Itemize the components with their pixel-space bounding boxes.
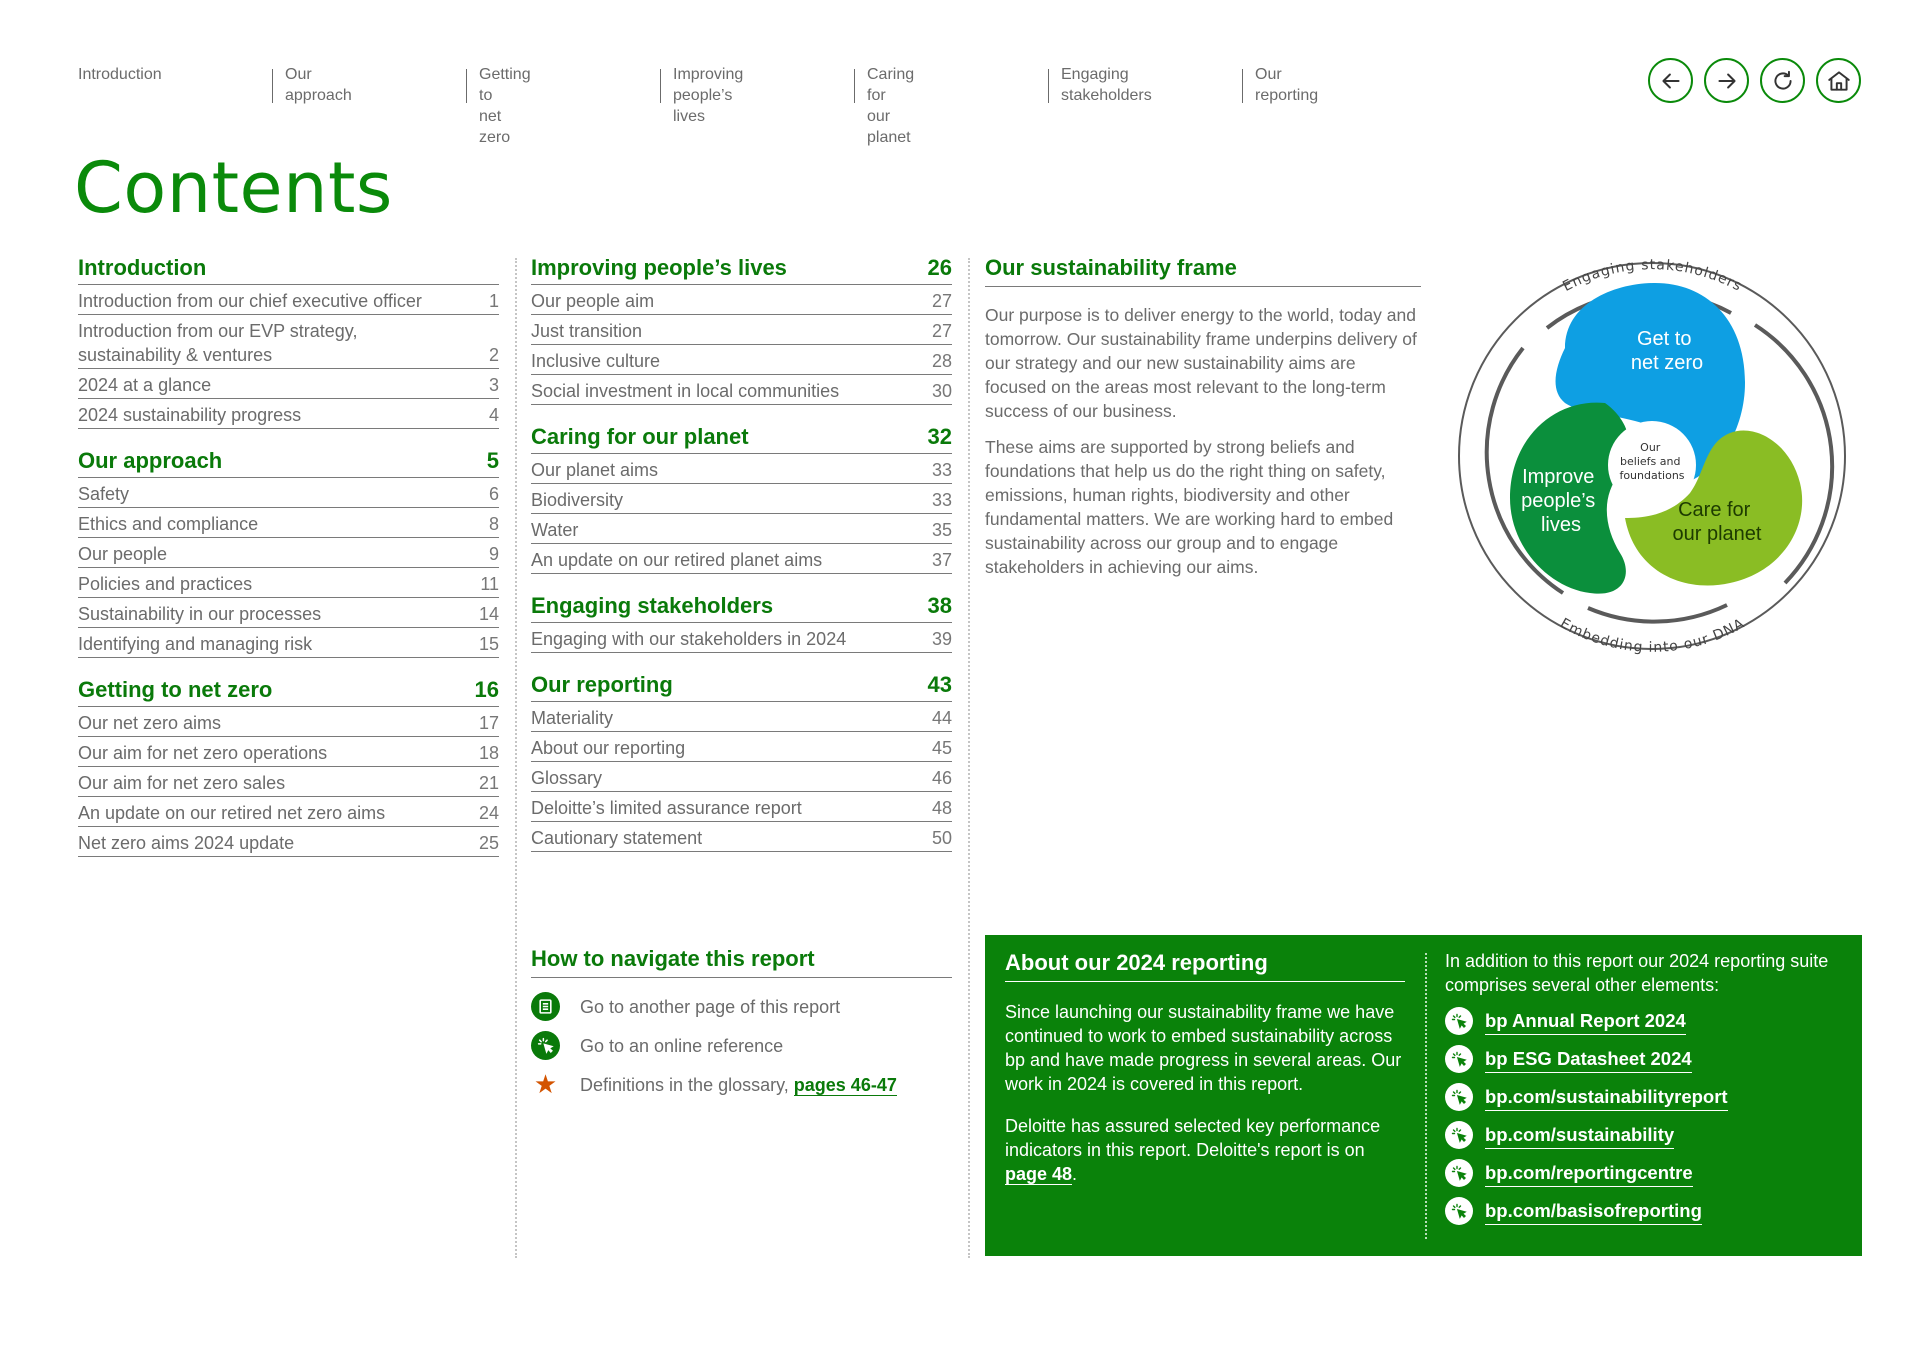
esg-datasheet-link[interactable]: bp ESG Datasheet 2024 [1485, 1046, 1692, 1073]
toc-row-label: Our planet aims [531, 460, 659, 480]
toc-row[interactable] [78, 827, 499, 857]
toc-row-label: An update on our retired net zero aims [78, 803, 386, 823]
toc-section-heading[interactable] [531, 254, 952, 285]
toc-section-engaging-stakeholders [531, 592, 952, 653]
nav-label: Getting to net zero [479, 66, 531, 146]
toc-column-1 [78, 254, 499, 875]
reporting-box-left [1005, 949, 1405, 1186]
toc-heading-label: Our approach [78, 448, 223, 473]
refresh-icon [1770, 68, 1796, 94]
nav-label: Engaging stakeholders [1061, 66, 1152, 104]
section-heading: About our 2024 reporting [1005, 949, 1405, 982]
toc-row-page: 15 [478, 634, 499, 654]
frame-paragraph-2: These aims are supported by strong beliefs and foundations that help us do the right thing on safety, emissions, human rights, biodiversity and other fundamental matters. We are working hard to embed sustainability across our group and to engage stakeholders in achieving our aims. [985, 437, 1394, 577]
outer-label-top-path: Engaging stakeholders [1560, 257, 1745, 295]
nav-our-approach[interactable] [272, 66, 352, 104]
toc-row-label: Inclusive culture [531, 351, 661, 371]
toc-heading-page: 26 [927, 255, 952, 280]
toc-row-label: Social investment in local communities [531, 381, 840, 401]
toc-section-our-approach [78, 447, 499, 658]
toc-row-label: 2024 at a glance [78, 375, 212, 395]
toc-row-page: 50 [931, 828, 952, 848]
cursor-click-icon [531, 1031, 560, 1060]
toc-row[interactable] [78, 508, 499, 538]
nav-getting-to-net-zero[interactable] [466, 66, 531, 146]
refresh-button[interactable] [1760, 58, 1805, 103]
nav-introduction[interactable]: Introduction [78, 66, 162, 83]
toc-row-label: Deloitte’s limited assurance report [531, 798, 802, 818]
toc-row-label: Water [531, 520, 579, 540]
petal-label-line: Improve [1522, 466, 1595, 488]
toc-row-page: 21 [478, 773, 499, 793]
center-label-line: Our [1640, 441, 1661, 454]
toc-column-2 [531, 254, 952, 870]
cursor-click-icon [1445, 1083, 1473, 1111]
toc-row-label: Net zero aims 2024 update [78, 833, 295, 853]
toc-section-caring-for-our-planet [531, 423, 952, 574]
toc-row[interactable] [531, 514, 952, 544]
back-button[interactable] [1648, 58, 1693, 103]
toc-row-label: Our aim for net zero operations [78, 743, 328, 763]
toc-row-label: Sustainability in our processes [78, 604, 322, 624]
toc-row[interactable] [531, 375, 952, 405]
toc-row-label: Policies and practices [78, 574, 253, 594]
reporting-box-right [1445, 949, 1845, 1225]
reporting-paragraph-end: . [1072, 1164, 1078, 1184]
toc-row-page: 46 [931, 768, 952, 788]
reporting-paragraph-text: Deloitte has assured selected key performance indicators in this report. Deloitte's report is on [1005, 1116, 1381, 1160]
toc-section-heading[interactable] [531, 671, 952, 702]
toc-row-label: Cautionary statement [531, 828, 703, 848]
box-divider [1425, 953, 1427, 1239]
toc-row-page: 33 [931, 490, 952, 510]
petal-label-line: our planet [1672, 523, 1762, 545]
toc-heading-label: Our reporting [531, 672, 673, 697]
toc-row-label: Just transition [531, 321, 643, 341]
nav-label: Our approach [285, 66, 352, 104]
reporting-link-item [1445, 1159, 1845, 1187]
toc-row-label: Biodiversity [531, 490, 624, 510]
sustainability-link[interactable]: bp.com/sustainability [1485, 1122, 1674, 1149]
nav-label: Improving people’s lives [673, 66, 744, 125]
toc-heading-label: Improving people’s lives [531, 255, 787, 280]
toc-row[interactable] [531, 792, 952, 822]
toc-section-improving-peoples-lives [531, 254, 952, 405]
toc-row-label: Materiality [531, 708, 614, 728]
toc-row-label: About our reporting [531, 738, 686, 758]
page-48-link[interactable]: page 48 [1005, 1164, 1073, 1184]
reporting-link-item [1445, 1083, 1845, 1111]
legend-glossary-text: Definitions in the glossary, [580, 1074, 794, 1095]
reporting-link-item [1445, 1197, 1845, 1225]
nav-label: Our reporting [1255, 66, 1319, 104]
toc-row-label: Our aim for net zero sales [78, 773, 286, 793]
inner-ring-arc-bottom [1588, 605, 1727, 622]
toc-row[interactable] [78, 737, 499, 767]
document-icon [531, 992, 560, 1021]
reporting-link-item [1445, 1121, 1845, 1149]
back-arrow-icon [1658, 68, 1684, 94]
toc-section-our-reporting [531, 671, 952, 852]
toc-section-heading[interactable] [531, 592, 952, 623]
toc-row-page: 14 [478, 604, 499, 624]
toc-row-label: Identifying and managing risk [78, 634, 313, 654]
reporting-link-item [1445, 1045, 1845, 1073]
toc-section-introduction [78, 254, 499, 429]
toc-row-page: 35 [931, 520, 952, 540]
toc-row-label: 2024 sustainability progress [78, 405, 302, 425]
toc-row-label: Our net zero aims [78, 713, 222, 733]
column-divider [968, 258, 970, 1258]
petal-label-line: net zero [1630, 352, 1704, 374]
toc-row-page: 48 [931, 798, 952, 818]
reporting-link-item [1445, 1007, 1845, 1035]
toc-heading-label: Introduction [78, 255, 207, 280]
toc-heading-label: Engaging stakeholders [531, 593, 774, 618]
legend-online-link [531, 1031, 952, 1060]
nav-caring-for-our-planet[interactable] [854, 66, 915, 146]
reporting-centre-link[interactable]: bp.com/reportingcentre [1485, 1160, 1693, 1187]
toc-row[interactable] [78, 598, 499, 628]
toc-row[interactable] [531, 762, 952, 792]
toc-row-page: 28 [931, 351, 952, 371]
toc-section-heading[interactable] [78, 254, 499, 285]
toc-row-label: Engaging with our stakeholders in 2024 [531, 629, 847, 649]
toc-row[interactable] [78, 568, 499, 598]
toc-section-getting-to-net-zero [78, 676, 499, 857]
sustainability-frame-diagram [1455, 253, 1850, 657]
toc-row-label: Our people aim [531, 291, 655, 311]
reporting-paragraph-2 [1005, 1114, 1405, 1186]
forward-button[interactable] [1704, 58, 1749, 103]
reporting-suite-intro: In addition to this report our 2024 reporting suite comprises several other elements: [1445, 951, 1829, 995]
toc-row-label: Introduction from our EVP strategy, sustainability & ventures [78, 321, 358, 365]
toc-row[interactable] [78, 628, 499, 658]
outer-label-bottom-path: Embedding into our DNA [1557, 615, 1748, 656]
toc-heading-page: 16 [474, 677, 499, 702]
toc-heading-page: 32 [927, 424, 952, 449]
toc-row[interactable] [78, 767, 499, 797]
toc-row-label: Our people [78, 544, 168, 564]
page-nav-buttons [1648, 58, 1861, 103]
toc-section-heading[interactable] [531, 423, 952, 454]
toc-row-page: 27 [931, 321, 952, 341]
toc-row-page: 4 [488, 405, 499, 425]
center-label-line: foundations [1619, 469, 1685, 482]
toc-row-page: 1 [488, 291, 499, 311]
nav-engaging-stakeholders[interactable] [1048, 66, 1152, 104]
toc-row-page: 9 [488, 544, 499, 564]
about-2024-reporting-box [985, 935, 1862, 1256]
toc-row[interactable] [531, 285, 952, 315]
nav-improving-peoples-lives[interactable] [660, 66, 744, 125]
legend-glossary [531, 1070, 952, 1099]
toc-row-page: 6 [488, 484, 499, 504]
home-icon [1826, 68, 1852, 94]
toc-row[interactable] [531, 544, 952, 574]
nav-label: Caring for our planet [867, 66, 915, 146]
toc-row[interactable] [78, 538, 499, 568]
toc-row-page: 8 [488, 514, 499, 534]
toc-heading-page: 38 [927, 593, 952, 618]
toc-row-page: 11 [480, 574, 499, 594]
toc-heading-label: Caring for our planet [531, 424, 749, 449]
toc-section-heading[interactable] [78, 447, 499, 478]
toc-row-page: 44 [931, 708, 952, 728]
how-to-navigate-section [531, 945, 952, 1099]
toc-row-page: 30 [931, 381, 952, 401]
toc-row[interactable] [531, 623, 952, 653]
toc-heading-page: 5 [486, 448, 499, 473]
section-heading: How to navigate this report [531, 945, 952, 978]
toc-row-page: 45 [931, 738, 952, 758]
glossary-pages-link[interactable]: pages 46-47 [793, 1074, 897, 1095]
nav-our-reporting[interactable] [1242, 66, 1319, 104]
toc-section-heading[interactable] [78, 676, 499, 707]
toc-row-label: An update on our retired planet aims [531, 550, 823, 570]
toc-heading-label: Getting to net zero [78, 677, 273, 702]
toc-row[interactable] [78, 797, 499, 827]
cursor-click-icon [1445, 1045, 1473, 1073]
toc-row[interactable] [531, 345, 952, 375]
petal-label-line: people’s [1521, 490, 1596, 512]
toc-row[interactable] [78, 285, 499, 315]
column-divider [515, 258, 517, 1258]
toc-row[interactable] [78, 478, 499, 508]
cursor-click-icon [1445, 1121, 1473, 1149]
toc-row[interactable] [78, 399, 499, 429]
toc-row[interactable] [78, 315, 499, 369]
star-icon: ★ [533, 1069, 558, 1099]
legend-text: Go to an online reference [580, 1035, 784, 1056]
legend-text [580, 1072, 897, 1098]
annual-report-link[interactable]: bp Annual Report 2024 [1485, 1008, 1686, 1035]
toc-row-page: 25 [478, 833, 499, 853]
toc-row[interactable] [531, 702, 952, 732]
toc-row-page: 2 [488, 345, 499, 365]
frame-paragraph-1: Our purpose is to deliver energy to the world, today and tomorrow. Our sustainability frame underpins delivery of our strategy and our new sustainability aims are focused on the areas most relevant to the long-term success of our business. [985, 305, 1417, 421]
toc-row[interactable] [78, 707, 499, 737]
toc-row-page: 27 [931, 291, 952, 311]
toc-row-page: 3 [488, 375, 499, 395]
toc-row[interactable] [531, 454, 952, 484]
petal-label-line: lives [1540, 514, 1582, 536]
toc-row-label: Safety [78, 484, 130, 504]
toc-row[interactable] [531, 315, 952, 345]
cursor-click-icon [1445, 1197, 1473, 1225]
legend-text: Go to another page of this report [580, 996, 841, 1017]
toc-row-page: 17 [478, 713, 499, 733]
toc-row[interactable] [531, 484, 952, 514]
toc-row[interactable] [78, 369, 499, 399]
toc-row-label: Ethics and compliance [78, 514, 259, 534]
section-heading: Our sustainability frame [985, 254, 1421, 287]
sustainability-frame-section [985, 254, 1421, 579]
toc-heading-page: 43 [927, 672, 952, 697]
toc-row[interactable] [531, 732, 952, 762]
toc-row-page: 33 [931, 460, 952, 480]
petal-label-line: Get to [1636, 328, 1692, 350]
toc-row-page: 18 [478, 743, 499, 763]
toc-row-label: Glossary [531, 768, 603, 788]
page-title: Contents [74, 147, 393, 229]
home-button[interactable] [1816, 58, 1861, 103]
sustainability-report-link[interactable]: bp.com/sustainabilityreport [1485, 1084, 1728, 1111]
toc-row-label: Introduction from our chief executive officer [78, 291, 422, 311]
reporting-paragraph-1: Since launching our sustainability frame we have continued to work to embed sustainability across bp and have made progress in several areas. Our work in 2024 is covered in this report. [1005, 1002, 1402, 1094]
toc-row-page: 37 [931, 550, 952, 570]
center-label-line: beliefs and [1620, 455, 1681, 468]
cursor-click-icon [1445, 1159, 1473, 1187]
basis-of-reporting-link[interactable]: bp.com/basisofreporting [1485, 1198, 1702, 1225]
forward-arrow-icon [1714, 68, 1740, 94]
legend-page-link [531, 992, 952, 1021]
toc-row[interactable] [531, 822, 952, 852]
cursor-click-icon [1445, 1007, 1473, 1035]
toc-row-page: 24 [478, 803, 499, 823]
toc-row-page: 39 [931, 629, 952, 649]
petal-label-line: Care for [1678, 499, 1751, 521]
